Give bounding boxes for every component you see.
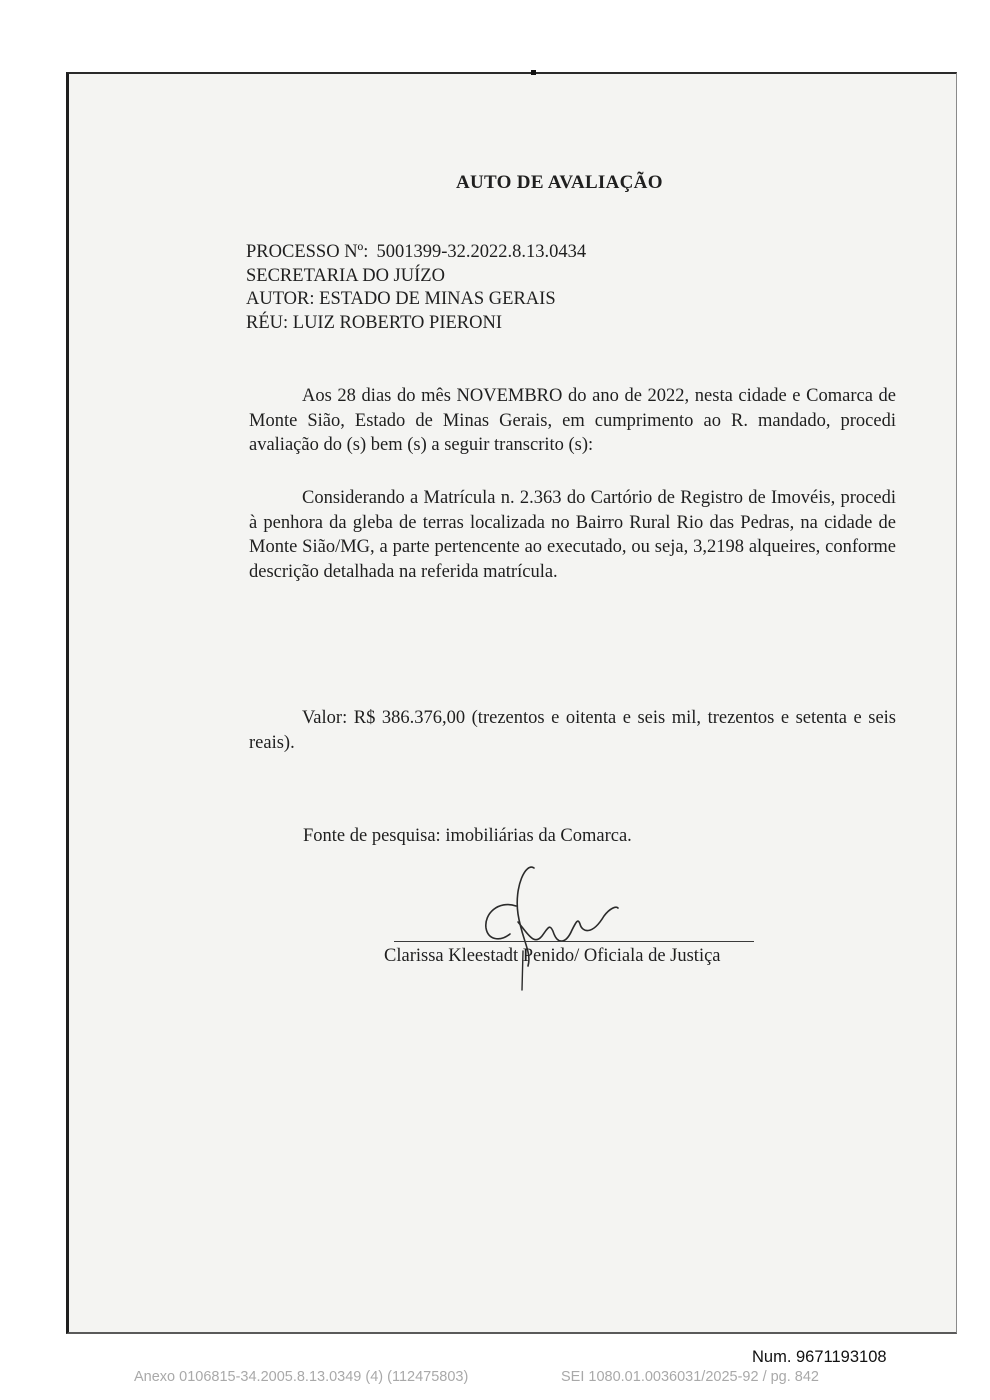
signatory-name: Clarissa Kleestadt Penido/ Oficiala de Justiça [384,946,721,966]
process-label: PROCESSO Nº: [246,242,369,262]
defendant-line: RÉU: LUIZ ROBERTO PIERONI [246,312,503,333]
document-number: Num. 9671193108 [752,1348,887,1366]
case-header [246,241,586,335]
handwritten-signature [468,856,628,992]
process-line [246,241,586,265]
process-number: 5001399-32.2022.8.13.0434 [376,242,587,262]
author-line: AUTOR: ESTADO DE MINAS GERAIS [246,289,556,309]
valuation-paragraph: Valor: R$ 386.376,00 (trezentos e oitenta e seis mil, trezentos e setenta e seis reais). [249,708,896,753]
secretaria-line: SECRETARIA DO JUÍZO [246,265,445,286]
research-source: Fonte de pesquisa: imobiliárias da Comarca. [303,826,632,846]
sei-page-reference: SEI 1080.01.0036031/2025-92 / pg. 842 [561,1369,819,1385]
document-title: AUTO DE AVALIAÇÃO [456,172,663,193]
property-description-paragraph: Considerando a Matrícula n. 2.363 do Cartório de Registro de Imovéis, procedi à penhora da gleba de terras localizada no Bairro Rural Rio das Pedras, na cidade de Monte Sião/MG, a parte pertencente ao executado, ou seja, 3,2198 alqueires, conforme descrição detalhada na referida matrícula. [249,488,896,582]
intro-paragraph: Aos 28 dias do mês NOVEMBRO do ano de 2022, nesta cidade e Comarca de Monte Sião, Estado de Minas Gerais, em cumprimento ao R. mandado, procedi avaliação do (s) bem (s) a seguir transcrito (s): [249,386,896,455]
scan-mark [531,70,536,75]
annex-reference: Anexo 0106815-34.2005.8.13.0349 (4) (112475803) [134,1369,469,1385]
signature-line [394,941,754,942]
